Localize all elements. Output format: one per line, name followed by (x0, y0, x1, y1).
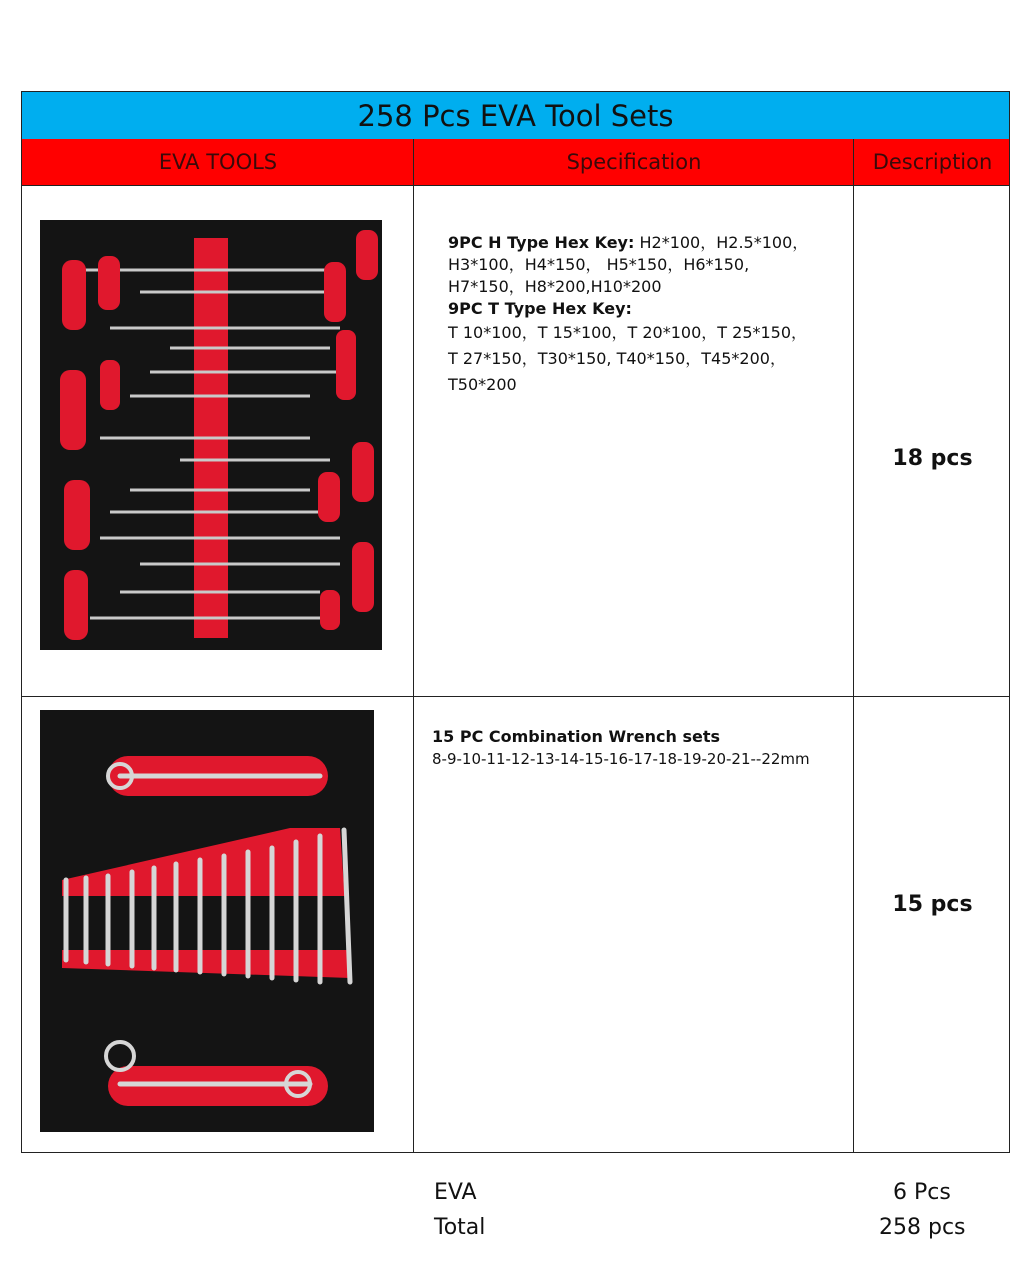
column-divider (853, 139, 854, 1153)
t-type-sizes-2: T 27*150，T30*150, T40*150，T45*200， (448, 349, 786, 368)
header-eva-tools: EVA TOOLS (158, 150, 278, 174)
hex-key-specification (448, 232, 848, 396)
h-type-title: 9PC H Type Hex Key: (448, 233, 635, 252)
header-specification: Specification (566, 150, 702, 174)
t-type-sizes-3: T50*200 (448, 375, 517, 394)
hex-key-tray-illustration (40, 220, 382, 650)
wrench-specification (432, 726, 842, 770)
header-description: Description (872, 150, 993, 174)
wrench-sizes: 8-9-10-11-12-13-14-15-16-17-18-19-20-21--22mm (432, 750, 810, 768)
wrench-tray-illustration (40, 710, 374, 1132)
header-row (22, 139, 1009, 186)
summary-total-value: 258 pcs (879, 1215, 966, 1240)
h-type-line (448, 232, 848, 254)
hex-key-quantity: 18 pcs (892, 446, 973, 471)
h-type-sizes-1: H2*100，H2.5*100， (634, 233, 809, 252)
row-divider (22, 696, 1009, 697)
hex-key-tray-photo (40, 220, 382, 650)
wrench-tray-photo (40, 710, 374, 1132)
t-type-sizes-1: T 10*100，T 15*100，T 20*100，T 25*150， (448, 323, 808, 342)
wrench-quantity: 15 pcs (892, 892, 973, 917)
wrench-set-title: 15 PC Combination Wrench sets (432, 727, 720, 746)
table-title: 258 Pcs EVA Tool Sets (22, 92, 1009, 140)
summary-eva-label: EVA (434, 1180, 477, 1205)
tool-set-table (21, 91, 1010, 1153)
summary-eva-value: 6 Pcs (893, 1180, 951, 1205)
h-type-sizes-2: H3*100，H4*150， H5*150，H6*150, (448, 255, 750, 274)
h-type-sizes-3: H7*150，H8*200,H10*200 (448, 277, 662, 296)
column-divider (413, 139, 414, 1153)
t-type-title: 9PC T Type Hex Key: (448, 299, 632, 318)
summary-total-label: Total (434, 1215, 486, 1240)
